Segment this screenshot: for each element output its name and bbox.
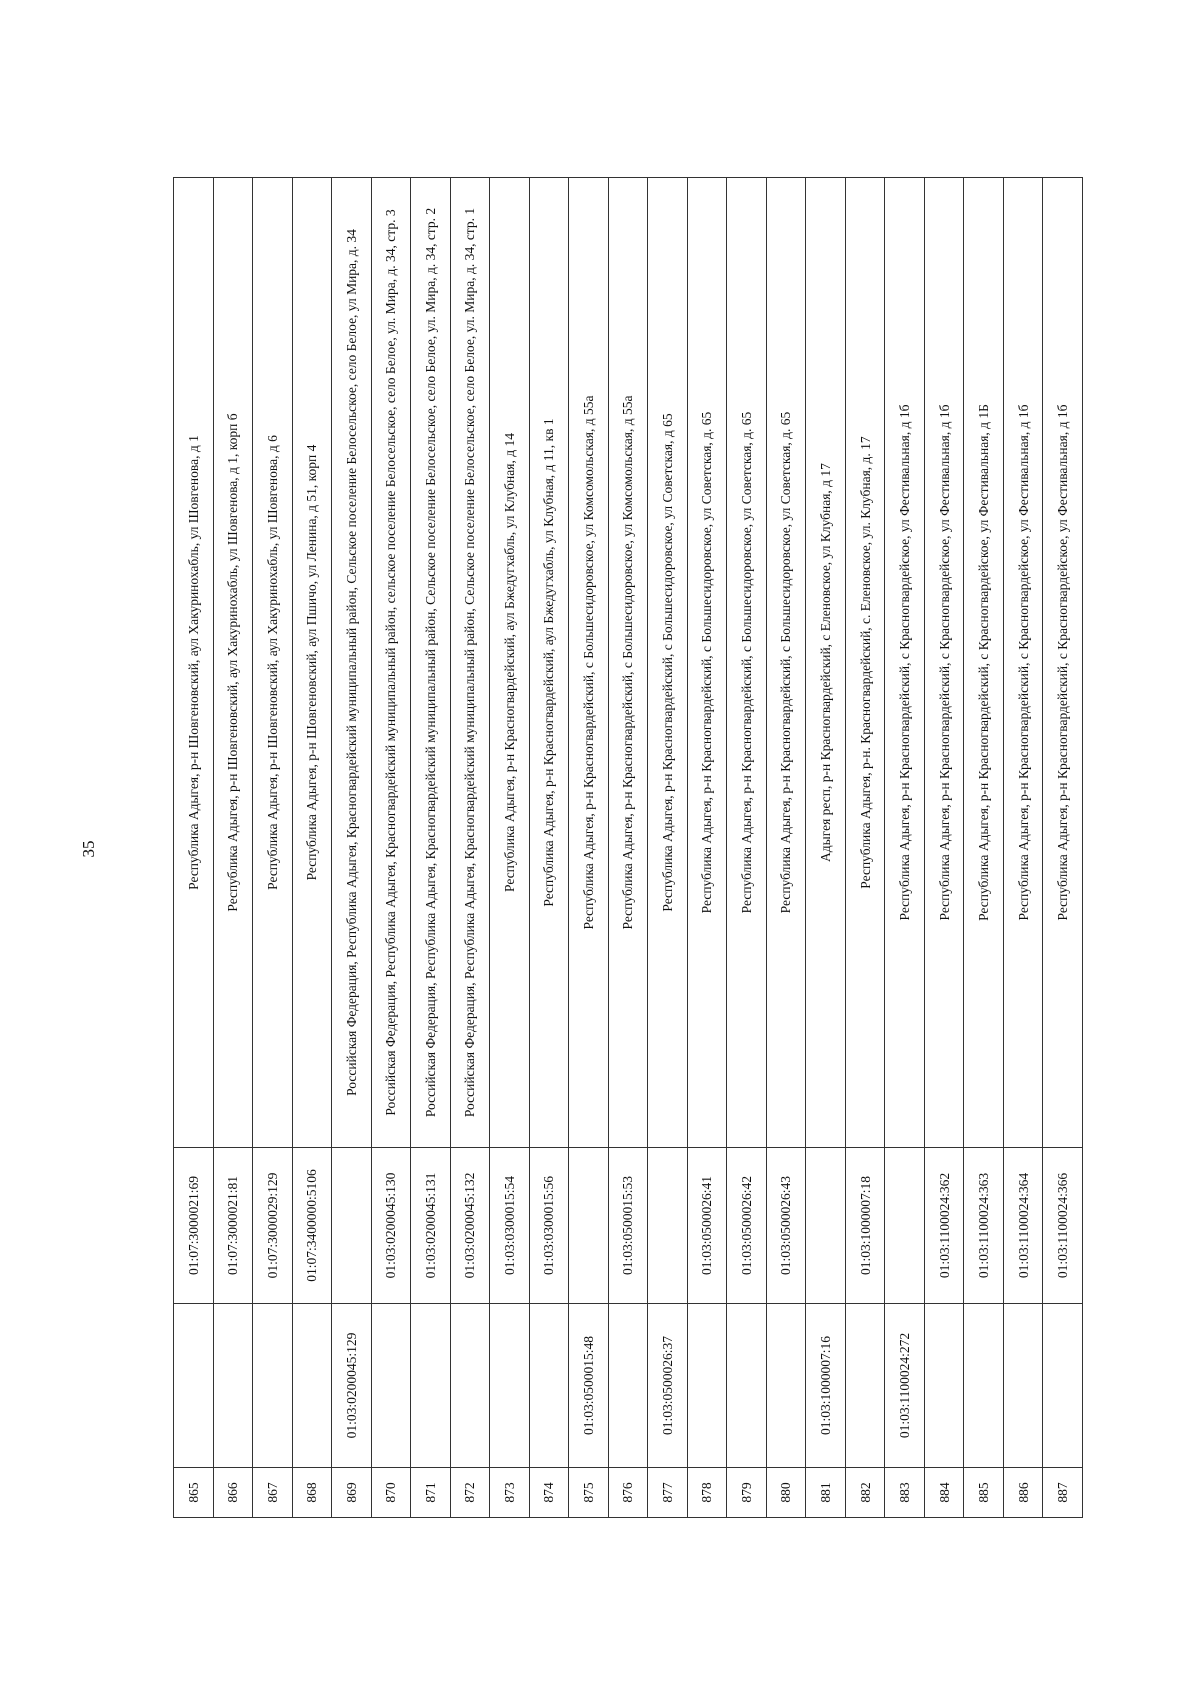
table-row (569, 178, 609, 1518)
row-number: 885 (964, 1468, 1004, 1518)
cadastral-number: 01:03:0200045:132 (450, 1148, 490, 1304)
parent-cadastral-number (450, 1304, 490, 1468)
parent-cadastral-number (213, 1304, 253, 1468)
parent-cadastral-number: 01:03:1100024:272 (885, 1304, 925, 1468)
address: Республика Адыгея, р-н Красногвардейский, аул Бжедугхабль, ул Клубная, д 11, кв 1 (529, 178, 569, 1148)
parent-cadastral-number: 01:03:0500026:37 (648, 1304, 688, 1468)
parent-cadastral-number (253, 1304, 293, 1468)
address: Республика Адыгея, р-н Красногвардейский, с Большесидоровское, ул Советская, д. 65 (687, 178, 727, 1148)
row-number: 871 (411, 1468, 451, 1518)
row-number: 881 (806, 1468, 846, 1518)
table-row (292, 178, 332, 1518)
table-row (727, 178, 767, 1518)
address: Республика Адыгея, р-н Красногвардейский, с Красногвардейское, ул Фестивальная, д 1б (1003, 178, 1043, 1148)
cadastral-number: 01:03:0500026:42 (727, 1148, 767, 1304)
address: Республика Адыгея, р-н Шовгеновский, аул Хакуринохабль, ул Шовгенова, д 6 (253, 178, 293, 1148)
cadastral-number: 01:03:1100024:363 (964, 1148, 1004, 1304)
rotated-table-container (173, 178, 1083, 1518)
address: Республика Адыгея, р-н Красногвардейский, с Красногвардейское, ул Фестивальная, д 1б (885, 178, 925, 1148)
address: Республика Адыгея, р-н Красногвардейский, с Красногвардейское, ул Фестивальная, д 1б (924, 178, 964, 1148)
parent-cadastral-number (1043, 1304, 1083, 1468)
cadastral-number: 01:03:1100024:366 (1043, 1148, 1083, 1304)
row-number: 868 (292, 1468, 332, 1518)
table-row (490, 178, 530, 1518)
row-number: 878 (687, 1468, 727, 1518)
table-row (964, 178, 1004, 1518)
address: Республика Адыгея, р-н Красногвардейский, с Большесидоровское, ул Советская, д. 65 (727, 178, 767, 1148)
parent-cadastral-number (924, 1304, 964, 1468)
address: Республика Адыгея, р-н Красногвардейский, с Большесидоровское, ул Комсомольская, д 55а (608, 178, 648, 1148)
table-row (687, 178, 727, 1518)
address: Республика Адыгея, р-н Красногвардейский, с Большесидоровское, ул Советская, д 65 (648, 178, 688, 1148)
parent-cadastral-number (174, 1304, 214, 1468)
table-row (1003, 178, 1043, 1518)
cadastral-number: 01:03:0500026:41 (687, 1148, 727, 1304)
row-number: 884 (924, 1468, 964, 1518)
address: Республика Адыгея, р-н Красногвардейский, с Большесидоровское, ул Советская, д. 65 (766, 178, 806, 1148)
row-number: 872 (450, 1468, 490, 1518)
table-row (608, 178, 648, 1518)
address: Республика Адыгея, р-н. Красногвардейский, с. Еленовское, ул. Клубная, д. 17 (845, 178, 885, 1148)
address: Российская Федерация, Республика Адыгея, Красногвардейский муниципальный район, Сельское поселение Белосельское, село Белое, ул Мира, д. 34 (332, 178, 372, 1148)
row-number: 876 (608, 1468, 648, 1518)
table-row (529, 178, 569, 1518)
parent-cadastral-number (292, 1304, 332, 1468)
address: Российская Федерация, Республика Адыгея, Красногвардейский муниципальный район, Сельское поселение Белосельское, село Белое, ул. Мира, д. 34, стр. 2 (411, 178, 451, 1148)
address: Российская Федерация, Республика Адыгея, Красногвардейский муниципальный район, сельское поселение Белосельское, село Белое, ул. Мира, д. 34, стр. 3 (371, 178, 411, 1148)
table-row (924, 178, 964, 1518)
cadastral-number: 01:03:1000007:18 (845, 1148, 885, 1304)
address: Республика Адыгея, р-н Красногвардейский, с Красногвардейское, ул Фестивальная, д 1Б (964, 178, 1004, 1148)
table-row (332, 178, 372, 1518)
address: Республика Адыгея, р-н Шовгеновский, аул Хакуринохабль, ул Шовгенова, д 1 (174, 178, 214, 1148)
row-number: 887 (1043, 1468, 1083, 1518)
row-number: 865 (174, 1468, 214, 1518)
parent-cadastral-number: 01:03:0500015:48 (569, 1304, 609, 1468)
table-row (885, 178, 925, 1518)
parent-cadastral-number (845, 1304, 885, 1468)
table-row (766, 178, 806, 1518)
cadastral-number: 01:03:0200045:130 (371, 1148, 411, 1304)
parent-cadastral-number (411, 1304, 451, 1468)
parent-cadastral-number (964, 1304, 1004, 1468)
cadastral-number: 01:03:0300015:56 (529, 1148, 569, 1304)
address: Республика Адыгея, р-н Шовгеновский, аул Хакуринохабль, ул Шовгенова, д 1, корп б (213, 178, 253, 1148)
row-number: 882 (845, 1468, 885, 1518)
row-number: 877 (648, 1468, 688, 1518)
table-body (174, 178, 1083, 1518)
parent-cadastral-number (766, 1304, 806, 1468)
address: Российская Федерация, Республика Адыгея, Красногвардейский муниципальный район, Сельское поселение Белосельское, село Белое, ул. Мира, д. 34, стр. 1 (450, 178, 490, 1148)
row-number: 880 (766, 1468, 806, 1518)
table-row (1043, 178, 1083, 1518)
parent-cadastral-number (1003, 1304, 1043, 1468)
row-number: 886 (1003, 1468, 1043, 1518)
page-number: 35 (79, 840, 98, 858)
table-row (411, 178, 451, 1518)
table-row (174, 178, 214, 1518)
address: Адыгея респ, р-н Красногвардейский, с Еленовское, ул Клубная, д 17 (806, 178, 846, 1148)
cadastral-number (806, 1148, 846, 1304)
cadastral-number: 01:03:1100024:364 (1003, 1148, 1043, 1304)
cadastral-number: 01:07:3000021:69 (174, 1148, 214, 1304)
parent-cadastral-number (687, 1304, 727, 1468)
table-row (213, 178, 253, 1518)
row-number: 883 (885, 1468, 925, 1518)
address: Республика Адыгея, р-н Шовгеновский, аул Пшичо, ул Ленина, д 51, корп 4 (292, 178, 332, 1148)
table-row (845, 178, 885, 1518)
address: Республика Адыгея, р-н Красногвардейский, с Большесидоровское, ул Комсомольская, д 55а (569, 178, 609, 1148)
cadastral-number: 01:07:3000021:81 (213, 1148, 253, 1304)
address: Республика Адыгея, р-н Красногвардейский, с Красногвардейское, ул Фестивальная, д 1б (1043, 178, 1083, 1148)
cadastral-number: 01:03:0500015:53 (608, 1148, 648, 1304)
cadastral-number: 01:03:1100024:362 (924, 1148, 964, 1304)
cadastral-number: 01:03:0300015:54 (490, 1148, 530, 1304)
cadastral-number: 01:07:3000029:129 (253, 1148, 293, 1304)
address: Республика Адыгея, р-н Красногвардейский, аул Бжедугхабль, ул Клубная, д 14 (490, 178, 530, 1148)
table-row (450, 178, 490, 1518)
cadastral-number (885, 1148, 925, 1304)
row-number: 869 (332, 1468, 372, 1518)
row-number: 879 (727, 1468, 767, 1518)
table-row (806, 178, 846, 1518)
parent-cadastral-number (529, 1304, 569, 1468)
cadastral-number (569, 1148, 609, 1304)
row-number: 866 (213, 1468, 253, 1518)
table-row (371, 178, 411, 1518)
property-table (173, 177, 1083, 1518)
cadastral-number: 01:03:0500026:43 (766, 1148, 806, 1304)
parent-cadastral-number (371, 1304, 411, 1468)
cadastral-number: 01:07:3400000:5106 (292, 1148, 332, 1304)
cadastral-number (648, 1148, 688, 1304)
cadastral-number (332, 1148, 372, 1304)
parent-cadastral-number (727, 1304, 767, 1468)
parent-cadastral-number: 01:03:1000007:16 (806, 1304, 846, 1468)
row-number: 870 (371, 1468, 411, 1518)
cadastral-number: 01:03:0200045:131 (411, 1148, 451, 1304)
row-number: 874 (529, 1468, 569, 1518)
table-row (648, 178, 688, 1518)
parent-cadastral-number: 01:03:0200045:129 (332, 1304, 372, 1468)
parent-cadastral-number (490, 1304, 530, 1468)
row-number: 867 (253, 1468, 293, 1518)
row-number: 873 (490, 1468, 530, 1518)
row-number: 875 (569, 1468, 609, 1518)
parent-cadastral-number (608, 1304, 648, 1468)
table-row (253, 178, 293, 1518)
